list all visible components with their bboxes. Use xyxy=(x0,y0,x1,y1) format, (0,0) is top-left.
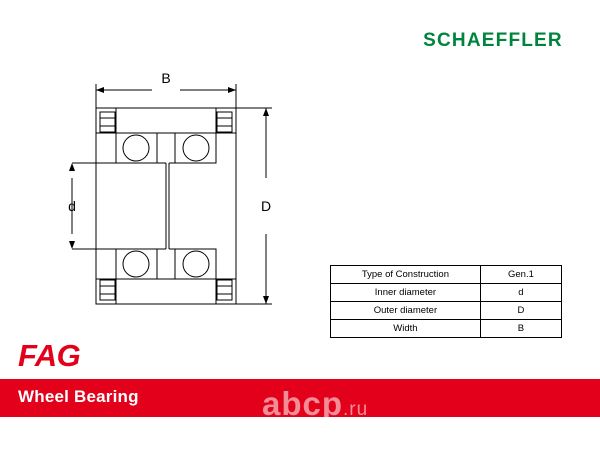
dimension-label-d-inner: d xyxy=(68,198,76,214)
spec-value: d xyxy=(480,284,561,302)
dimension-label-d-outer: D xyxy=(260,198,272,214)
spec-label: Width xyxy=(331,320,481,338)
spec-value: Gen.1 xyxy=(480,266,561,284)
spec-value: B xyxy=(480,320,561,338)
spec-label: Outer diameter xyxy=(331,302,481,320)
spec-label: Inner diameter xyxy=(331,284,481,302)
product-title: Wheel Bearing xyxy=(18,387,139,406)
spec-value: D xyxy=(480,302,561,320)
dimension-label-b: B xyxy=(161,70,171,86)
spec-label: Type of Construction xyxy=(331,266,481,284)
table-row xyxy=(331,302,562,320)
table-row xyxy=(331,320,562,338)
watermark-suffix: .ru xyxy=(343,399,369,420)
table-row xyxy=(331,266,562,284)
fag-logo: FAG xyxy=(18,338,81,373)
bearing-cross-section-drawing xyxy=(20,60,310,350)
specification-table xyxy=(330,265,562,338)
watermark-main: abcp xyxy=(262,385,344,422)
table-row xyxy=(331,284,562,302)
schaeffler-logo: SCHAEFFLER xyxy=(423,30,563,51)
